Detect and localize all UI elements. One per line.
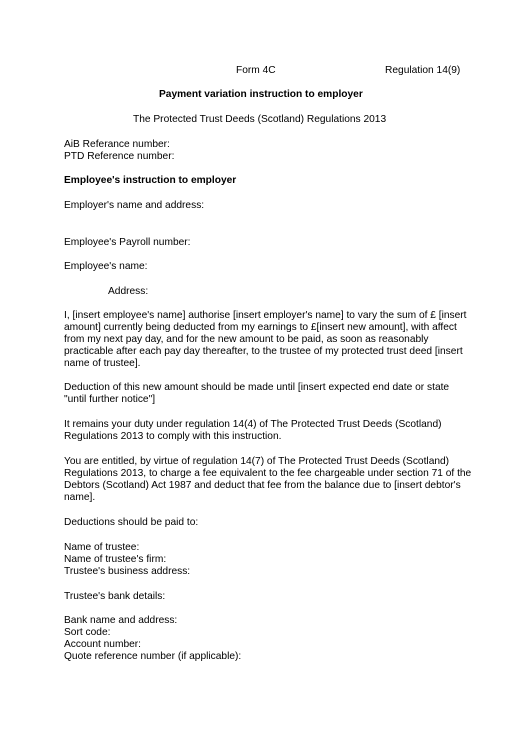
employer-name-address-label: Employer's name and address: (64, 200, 205, 211)
ptd-reference-label: PTD Reference number: (64, 151, 175, 162)
trustee-firm-label: Name of trustee's firm: (64, 554, 167, 565)
account-number-label: Account number: (64, 639, 142, 650)
trustee-address-label: Trustee's business address: (64, 566, 191, 577)
bank-name-label: Bank name and address: (64, 615, 178, 626)
form-number: Form 4C (236, 65, 276, 76)
deduction-paragraph: Deduction of this new amount should be made until [insert expected end date or state "until further notice"] (64, 382, 450, 405)
sort-code-label: Sort code: (64, 627, 111, 638)
employee-name-label: Employee's name: (64, 261, 148, 272)
quote-reference-label: Quote reference number (if applicable): (64, 651, 242, 662)
duty-paragraph: It remains your duty under regulation 14(4) of The Protected Trust Deeds (Scotland) Regulations 2013 to comply with this instruction. (64, 419, 442, 442)
section-heading: Employee's instruction to employer (64, 175, 237, 186)
bank-details-label: Trustee's bank details: (64, 591, 166, 602)
entitled-paragraph: You are entitled, by virtue of regulation 14(7) of The Protected Trust Deeds (Scotland) Regulations 2013, to charge a fee equivalent to the fee chargeable under section 71 of the Debtors (Scotland) Act 1987 and deduct that fee from the balance due to [insert debtor's name]. (64, 456, 472, 503)
payment-heading: Deductions should be paid to: (64, 517, 199, 528)
document-subtitle: The Protected Trust Deeds (Scotland) Regulations 2013 (133, 114, 387, 125)
authorise-paragraph: I, [insert employee's name] authorise [insert employer's name] to vary the sum of £ [insert amount] currently being deducted from my earnings to £[insert new amount], with affect from my next pay day, and for the new amount to be paid, as soon as reasonably practicable after each pay day thereafter, to the trustee of my protected trust deed [insert name of trustee]. (64, 310, 467, 369)
address-label: Address: (108, 286, 149, 297)
payroll-number-label: Employee's Payroll number: (64, 237, 191, 248)
aib-reference-label: AiB Referance number: (64, 139, 170, 150)
document-title: Payment variation instruction to employer (159, 89, 363, 100)
trustee-name-label: Name of trustee: (64, 542, 140, 553)
regulation-number: Regulation 14(9) (385, 65, 461, 76)
